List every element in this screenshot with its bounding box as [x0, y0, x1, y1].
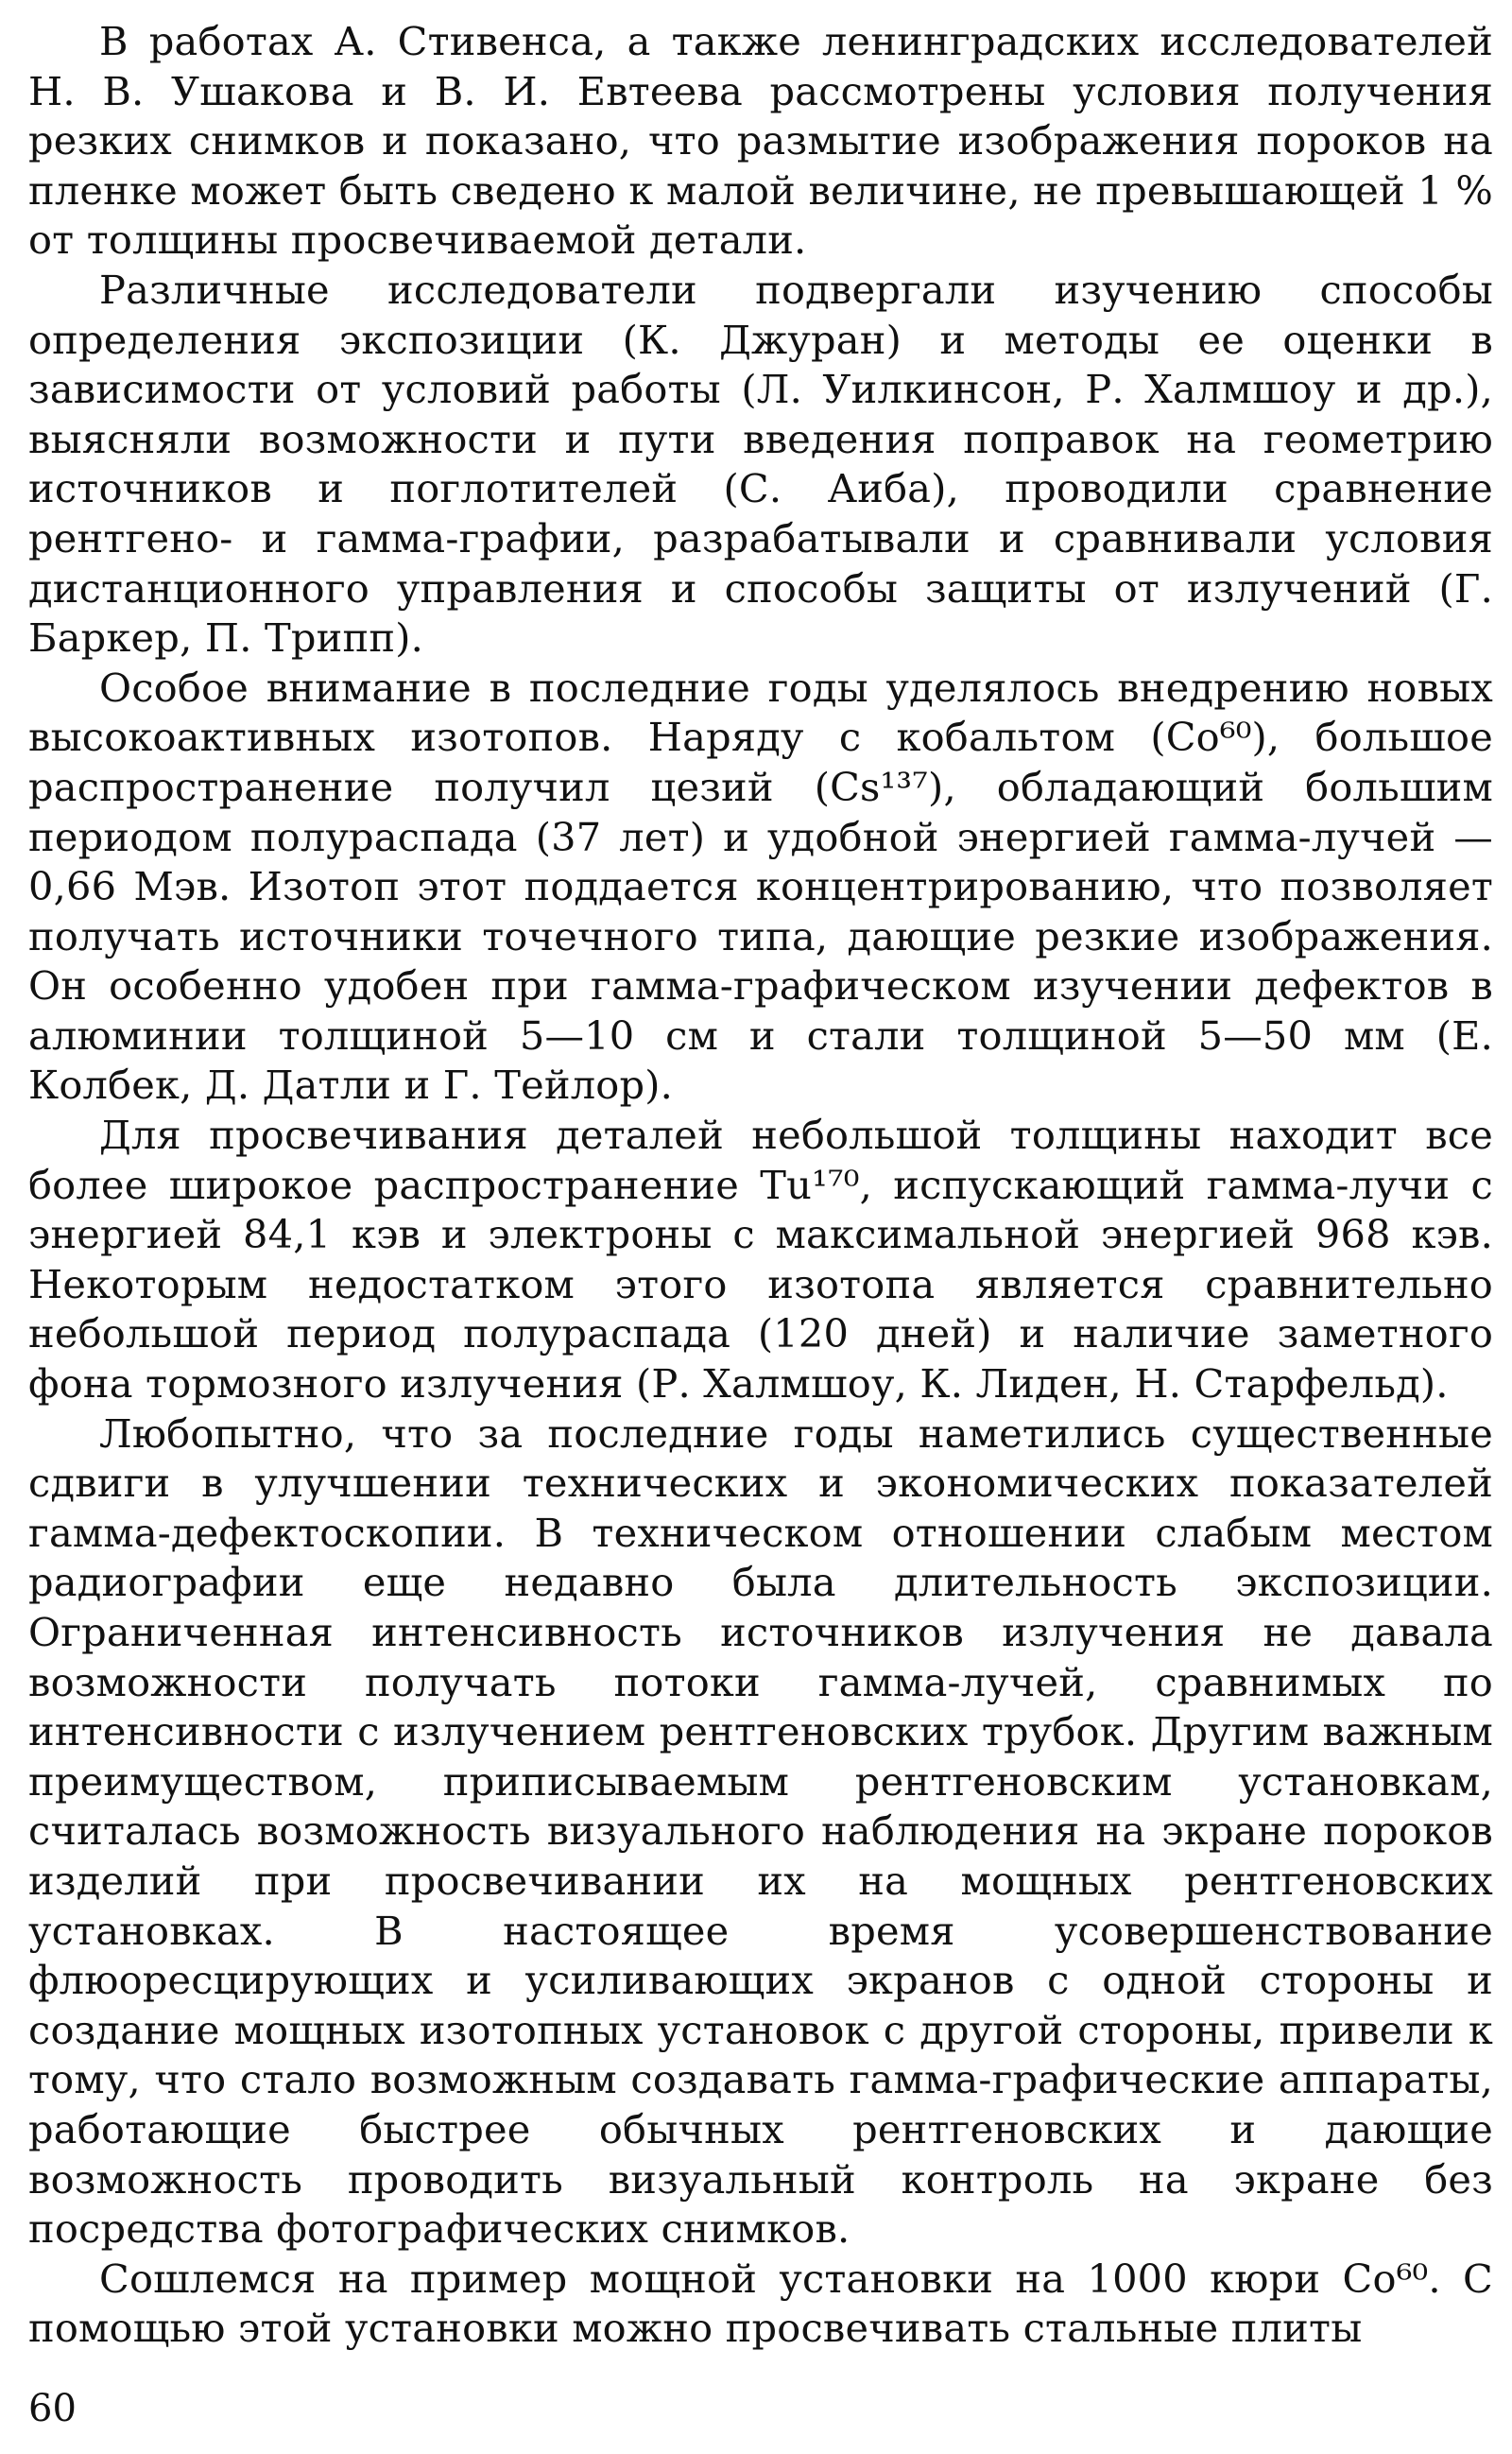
paragraph-4: Для просвечивания деталей небольшой толщины находит все более широкое распространение Tu¹⁷⁰, испускающий гамма-лучи с энергией 84,1 кэв и электроны с максимальной энергией 968 кэв. Некоторым недостатком этого изотопа является сравнительно небольшой период полураспада (120 дней) и наличие заметного фона тормозного излучения (Р. Халмшоу, К. Лиден, Н. Старфельд).	[28, 1112, 1493, 1408]
paragraph-6: Сошлемся на пример мощной установки на 1000 кюри Co⁶⁰. С помощью этой установки можно просвечивать стальные плиты	[28, 2255, 1493, 2352]
paragraph-5: Любопытно, что за последние годы наметились существенные сдвиги в улучшении технических и экономических показателей гамма-дефектоскопии. В техническом отношении слабым местом радиографии еще недавно была длительность экспозиции. Ограниченная интенсивность источников излучения не давала возможности получать потоки гамма-лучей, сравнимых по интенсивности с излучением рентгеновских трубок. Другим важным преимуществом, приписываемым рентгеновским установкам, считалась возможность визуального наблюдения на экране пороков изделий при просвечивании их на мощных рентгеновских установках. В настоящее время усовершенствование флюоресцирующих и усиливающих экранов с одной стороны и создание мощных изотопных установок с другой стороны, привели к тому, что стало возможным создавать гамма-графические аппараты, работающие быстрее обычных рентгеновских и дающие возможность проводить визуальный контроль на экране без посредства фотографических снимков.	[28, 1409, 1493, 2253]
page-number: 60	[28, 2387, 77, 2430]
paragraph-1: В работах А. Стивенса, а также ленинградских исследователей Н. В. Ушакова и В. И. Евтеева рассмотрены условия получения резких снимков и показано, что размытие изображения пороков на пленке может быть сведено к малой величине, не превышающей 1 % от толщины просвечиваемой детали.	[28, 18, 1493, 264]
paragraph-2: Различные исследователи подвергали изучению способы определения экспозиции (К. Джуран) и методы ее оценки в зависимости от условий работы (Л. Уилкинсон, Р. Халмшоу и др.), выясняли возможности и пути введения поправок на геометрию источников и поглотителей (С. Аиба), проводили сравнение рентгено- и гамма-графии, разрабатывали и сравнивали условия дистанционного управления и способы защиты от излучений (Г. Баркер, П. Трипп).	[28, 266, 1493, 662]
body-text	[28, 17, 1493, 2354]
paragraph-3: Особое внимание в последние годы уделялось внедрению новых высокоактивных изотопов. Наряду с кобальтом (Co⁶⁰), большое распространение получил цезий (Cs¹³⁷), обладающий большим периодом полураспада (37 лет) и удобной энергией гамма-лучей — 0,66 Мэв. Изотоп этот поддается концентрированию, что позволяет получать источники точечного типа, дающие резкие изображения. Он особенно удобен при гамма-графическом изучении дефектов в алюминии толщиной 5—10 см и стали толщиной 5—50 мм (Е. Колбек, Д. Датли и Г. Тейлор).	[28, 664, 1493, 1109]
